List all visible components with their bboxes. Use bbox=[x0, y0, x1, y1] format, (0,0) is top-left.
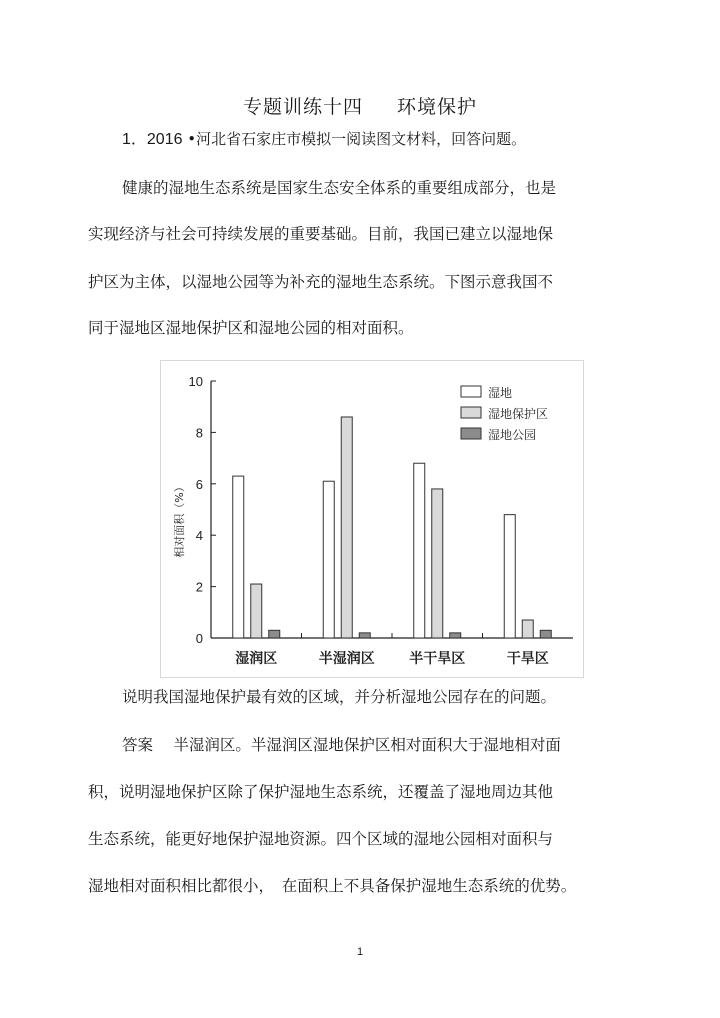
bar-湿地-半湿润区 bbox=[323, 481, 334, 638]
x-tick-label: 半干旱区 bbox=[409, 651, 466, 667]
legend-swatch-湿地保护区 bbox=[461, 407, 481, 418]
question-number: 1．2016 bbox=[122, 131, 183, 148]
y-tick-label: 0 bbox=[195, 631, 203, 646]
title-subject: 环境保护 bbox=[397, 96, 478, 118]
bar-湿地保护区-干旱区 bbox=[522, 620, 533, 638]
y-tick-label: 4 bbox=[195, 528, 203, 544]
x-tick-label: 干旱区 bbox=[506, 651, 549, 667]
bar-湿地-湿润区 bbox=[233, 476, 244, 638]
bar-湿地保护区-半干旱区 bbox=[432, 489, 443, 638]
y-tick-label: 2 bbox=[195, 579, 203, 595]
question-header bbox=[122, 126, 526, 149]
bar-湿地保护区-湿润区 bbox=[251, 584, 262, 638]
page-number: 1 bbox=[356, 946, 364, 958]
x-tick-label: 湿润区 bbox=[235, 651, 278, 667]
bar-湿地保护区-半湿润区 bbox=[341, 417, 352, 638]
bar-chart bbox=[161, 361, 583, 677]
y-tick-label: 10 bbox=[188, 374, 203, 389]
bar-湿地-干旱区 bbox=[504, 515, 515, 638]
legend-label: 湿地保护区 bbox=[488, 407, 549, 421]
y-tick-label: 6 bbox=[195, 476, 203, 492]
paragraph-line: 同于湿地区湿地保护区和湿地公园的相对面积。 bbox=[88, 319, 414, 337]
bar-湿地公园-干旱区 bbox=[540, 630, 551, 638]
paragraph-line: 护区为主体，以湿地公园等为补充的湿地生态系统。下图示意我国不 bbox=[88, 273, 554, 291]
legend-label: 湿地公园 bbox=[488, 428, 537, 442]
legend-swatch-湿地 bbox=[461, 386, 481, 397]
paragraph-line: 健康的湿地生态系统是国家生态安全体系的重要组成部分，也是 bbox=[122, 179, 557, 197]
answer-line: 生态系统，能更好地保护湿地资源。四个区域的湿地公园相对面积与 bbox=[88, 830, 554, 848]
legend-swatch-湿地公园 bbox=[461, 428, 481, 439]
question-text: 说明我国湿地保护最有效的区域，并分析湿地公园存在的问题。 bbox=[122, 688, 557, 706]
answer-line: 湿地相对面积相比都很小， 在面积上不具备保护湿地生态系统的优势。 bbox=[88, 877, 577, 895]
title-topic: 专题训练十四 bbox=[242, 96, 363, 118]
legend-label: 湿地 bbox=[488, 386, 513, 400]
paragraph-line: 实现经济与社会可持续发展的重要基础。目前，我国已建立以湿地保 bbox=[88, 225, 554, 243]
bar-湿地公园-湿润区 bbox=[269, 630, 280, 638]
page-title bbox=[0, 92, 720, 119]
y-axis-label: 相对面积（%） bbox=[173, 481, 186, 558]
chart-figure bbox=[160, 360, 584, 678]
answer-line: 答案 半湿润区。半湿润区湿地保护区相对面积大于湿地相对面 bbox=[122, 736, 561, 754]
x-tick-label: 半湿润区 bbox=[318, 651, 375, 667]
question-source: •河北省石家庄市模拟一阅读图文材料，回答问题。 bbox=[182, 130, 527, 148]
answer-line: 积，说明湿地保护区除了保护湿地生态系统，还覆盖了湿地周边其他 bbox=[88, 783, 554, 801]
bar-湿地-半干旱区 bbox=[414, 463, 425, 638]
bar-湿地公园-半干旱区 bbox=[450, 633, 461, 638]
bar-湿地公园-半湿润区 bbox=[359, 633, 370, 638]
y-tick-label: 8 bbox=[195, 425, 203, 441]
